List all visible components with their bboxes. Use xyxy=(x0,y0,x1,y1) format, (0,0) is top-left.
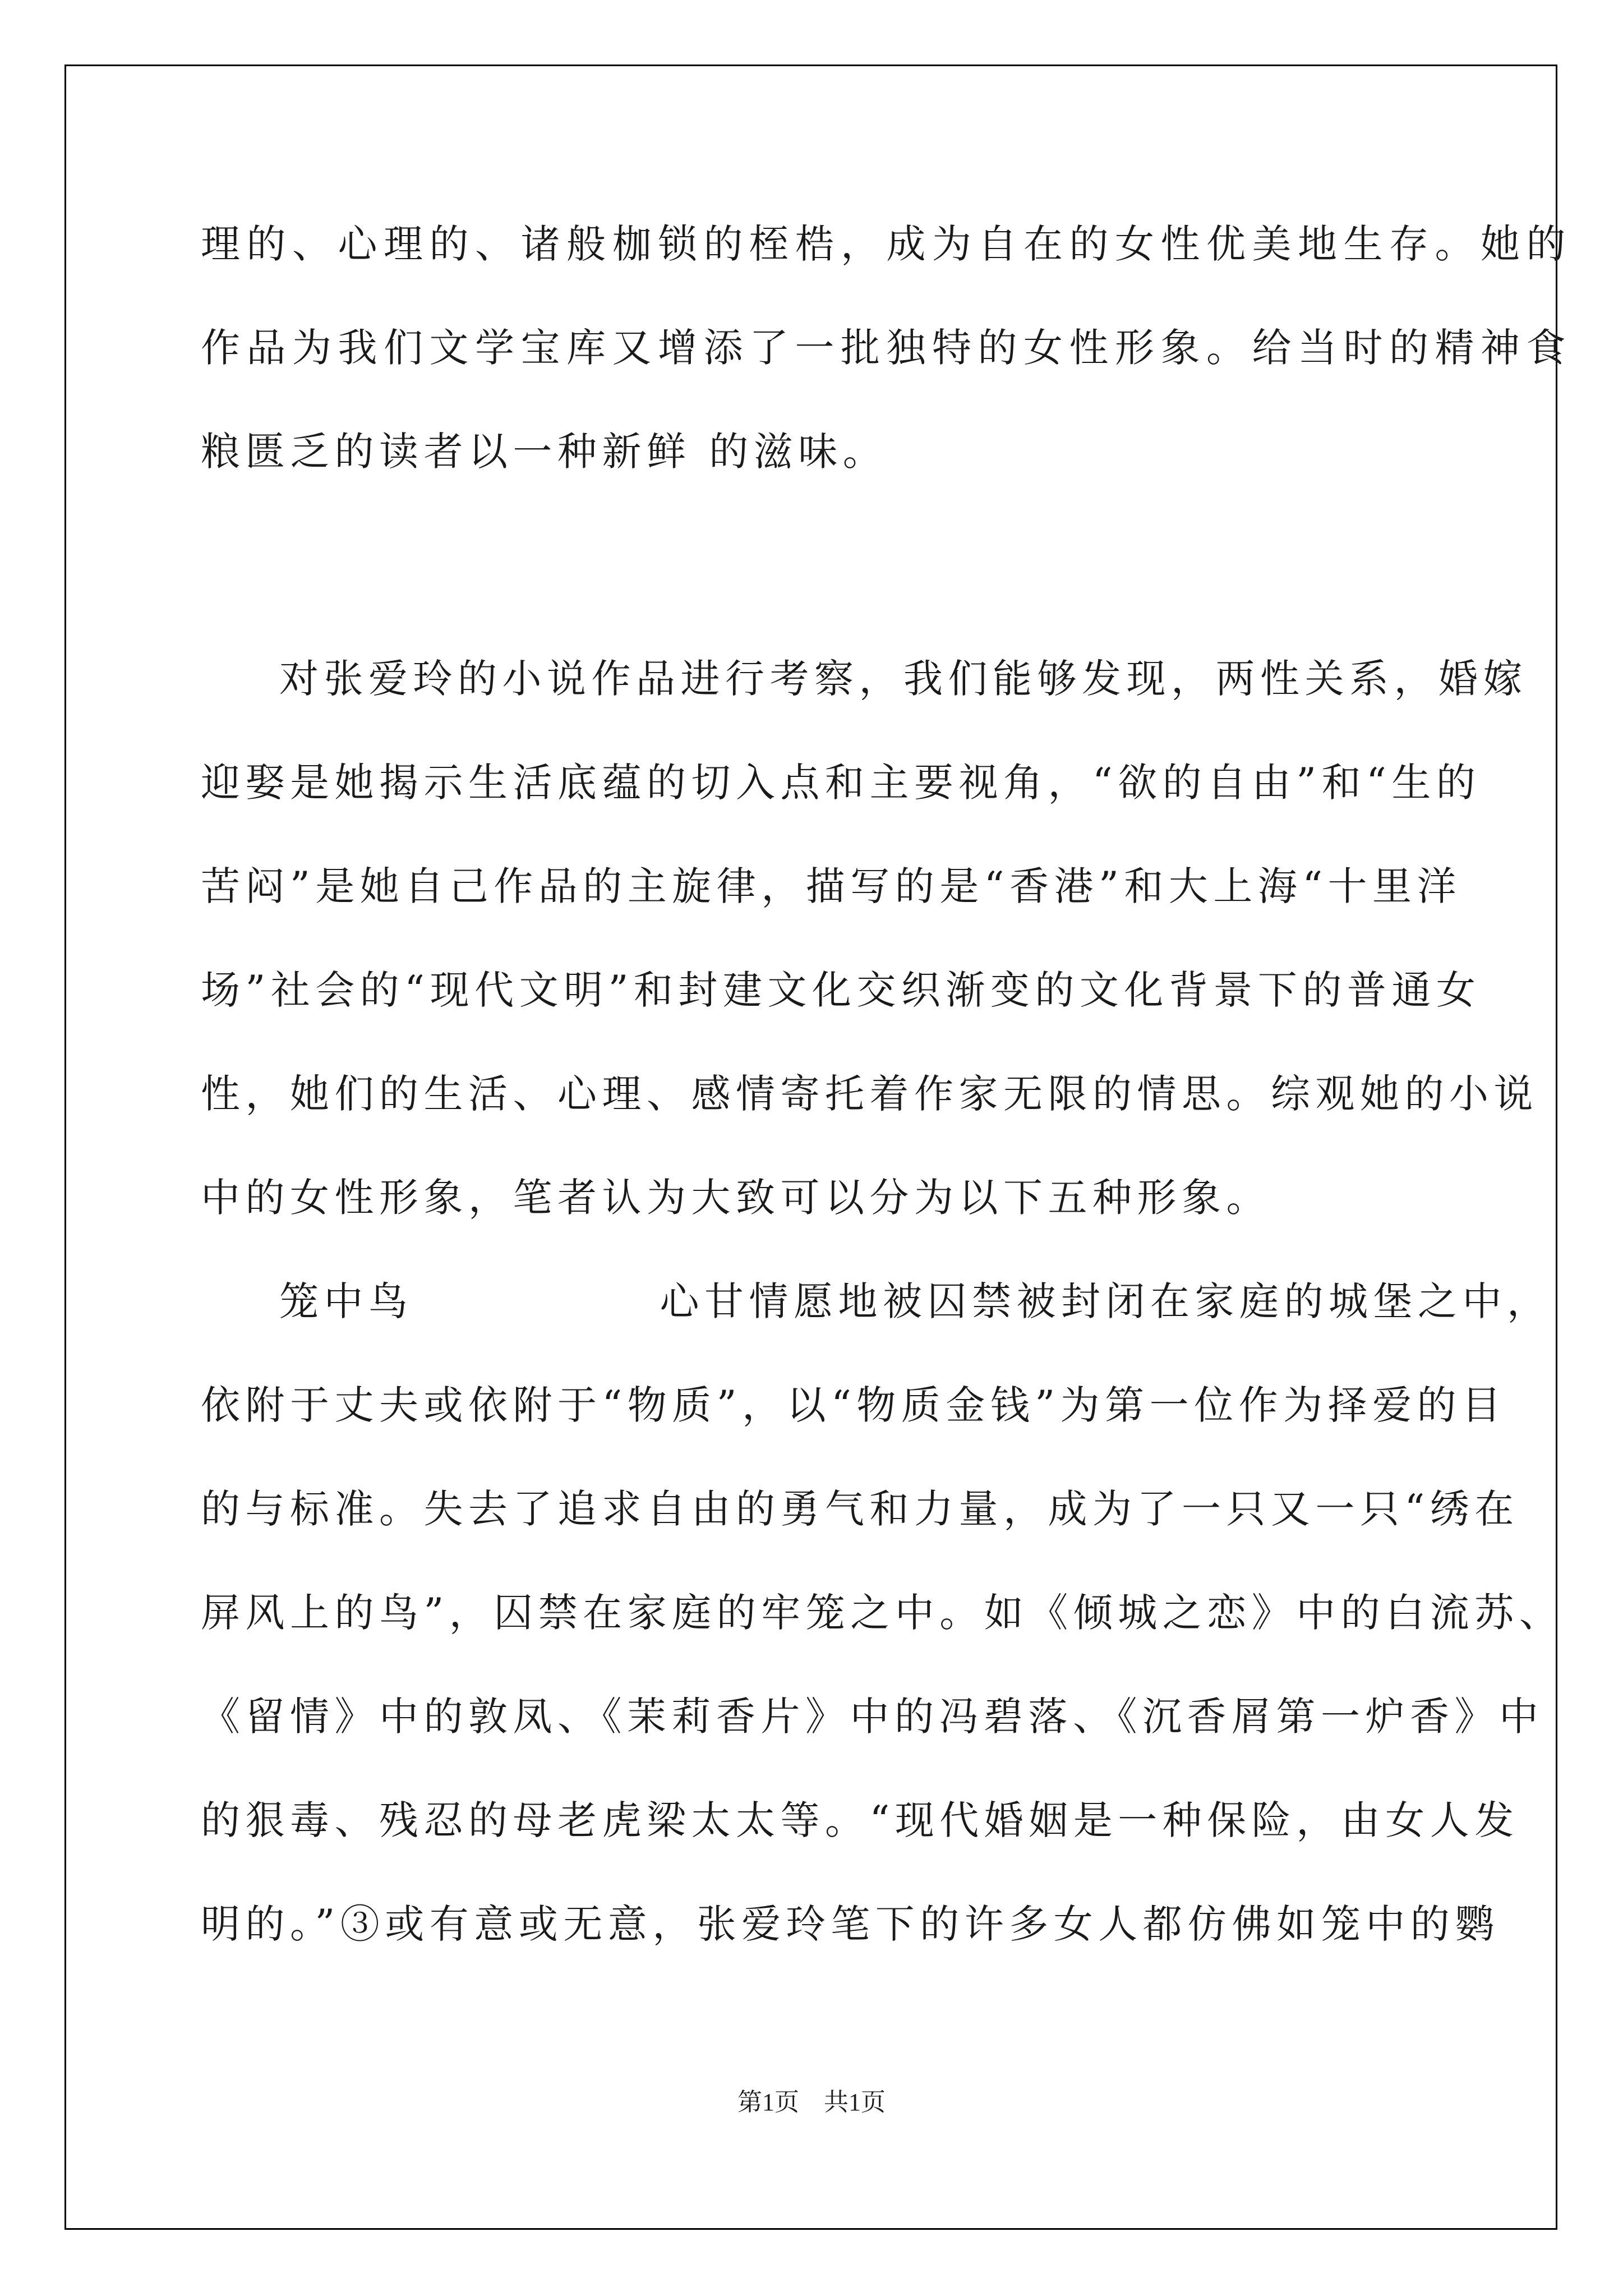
body-text-line: 明的。”③或有意或无意，张爱玲笔下的许多女人都仿佛如笼中的鹦 xyxy=(201,1901,1500,1947)
section-heading: 笼中鸟 xyxy=(279,1278,413,1324)
section-first-line xyxy=(279,1276,1552,1327)
body-text-line: 《留情》中的敦凤、《茉莉香片》中的冯碧落、《沉香屑第一炉香》中 xyxy=(201,1694,1544,1740)
body-text-line: 作品为我们文学宝库又增添了一批独特的女性形象。给当时的精神食 xyxy=(201,325,1572,371)
body-text-line: 苦闷”是她自己作品的主旋律，描写的是“香港”和大上海“十里洋 xyxy=(201,863,1462,909)
body-text-line: 的狠毒、残忍的母老虎梁太太等。“现代婚姻是一种保险，由女人发 xyxy=(201,1797,1519,1843)
page-footer: 第1页 共1页 xyxy=(737,2088,886,2116)
body-text-line: 的与标准。失去了追求自由的勇气和力量，成为了一只又一只“绣在 xyxy=(201,1486,1519,1532)
body-text-line: 中的女性形象，笔者认为大致可以分为以下五种形象。 xyxy=(201,1175,1271,1221)
body-text-line: 场”社会的“现代文明”和封建文化交织渐变的文化背景下的普通女 xyxy=(201,967,1481,1013)
body-text-line: 粮匮乏的读者以一种新鲜 的滋味。 xyxy=(201,429,888,475)
body-text-span: 心甘情愿地被囚禁被封闭在家庭的城堡之中， xyxy=(660,1278,1552,1324)
body-text-line: 屏风上的鸟”，囚禁在家庭的牢笼之中。如《倾城之恋》中的白流苏、 xyxy=(201,1590,1564,1636)
body-text-line: 迎娶是她揭示生活底蕴的切入点和主要视角，“欲的自由”和“生的 xyxy=(201,760,1481,806)
body-text-line: 对张爱玲的小说作品进行考察，我们能够发现，两性关系，婚嫁 xyxy=(279,656,1528,702)
body-text-line: 理的、心理的、诸般枷锁的桎梏，成为自在的女性优美地生存。她的 xyxy=(201,221,1572,267)
body-text-line: 性，她们的生活、心理、感情寄托着作家无限的情思。综观她的小说 xyxy=(201,1071,1538,1117)
body-text-line: 依附于丈夫或依附于“物质”，以“物质金钱”为第一位作为择爱的目 xyxy=(201,1382,1506,1428)
